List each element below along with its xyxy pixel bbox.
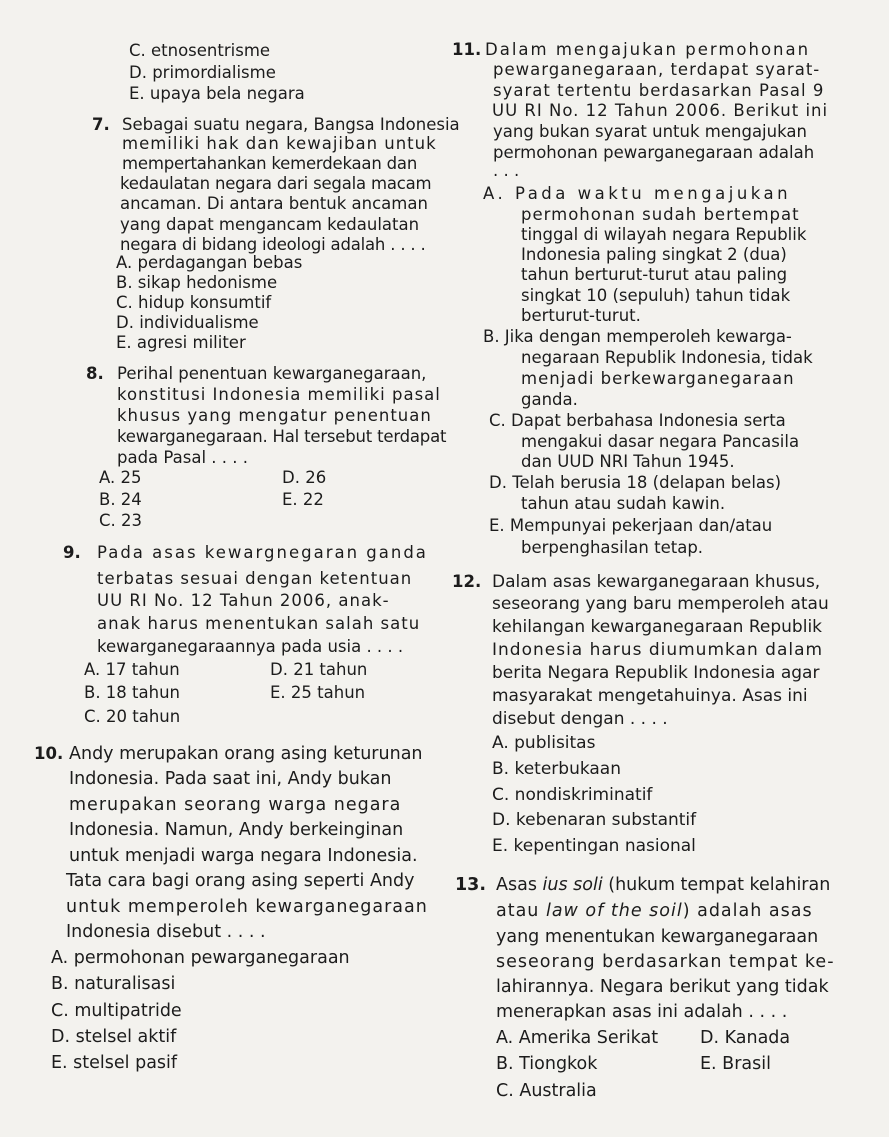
q8-text: kewarganegaraan. Hal tersebut terdapat (117, 427, 447, 446)
q10-option-e[interactable]: E. stelsel pasif (51, 1053, 178, 1073)
q10-number: 10. (34, 744, 64, 763)
q10-text: Andy merupakan orang asing keturunan (69, 744, 423, 764)
q12-text: seseorang yang baru memperoleh atau (492, 594, 829, 614)
q13-number: 13. (455, 875, 487, 895)
q11-text: yang bukan syarat untuk mengajukan (493, 122, 807, 141)
q11-option-d[interactable]: D. Telah berusia 18 (delapan belas) (489, 473, 782, 492)
q8-text: pada Pasal . . . . (117, 448, 248, 467)
q11-option-a[interactable]: A. Pada waktu mengajukan (483, 184, 792, 203)
q8-text: khusus yang mengatur penentuan (117, 406, 432, 425)
q10-text: untuk memperoleh kewarganegaraan (66, 897, 428, 917)
q12-text: Indonesia harus diumumkan dalam (492, 640, 824, 660)
q8-text: konstitusi Indonesia memiliki pasal (117, 385, 441, 404)
q8-option-e[interactable]: E. 22 (282, 490, 324, 509)
q11-option-a-text: tahun berturut-turut atau paling (521, 265, 788, 284)
q9-text: kewarganegaraannya pada usia . . . . (97, 637, 404, 656)
q10-option-b[interactable]: B. naturalisasi (51, 974, 176, 994)
q11-option-b[interactable]: B. Jika dengan memperoleh kewarga- (483, 327, 792, 346)
q11-text: UU RI No. 12 Tahun 2006. Berikut ini (492, 101, 829, 120)
q9-option-e[interactable]: E. 25 tahun (270, 683, 366, 702)
q11-text: . . . (493, 161, 520, 180)
q12-text: kehilangan kewarganegaraan Republik (492, 617, 823, 637)
q11-number: 11. (452, 40, 482, 59)
q6-option-e[interactable]: E. upaya bela negara (129, 84, 305, 103)
q8-option-b[interactable]: B. 24 (99, 490, 142, 509)
q11-option-a-text: tinggal di wilayah negara Republik (521, 225, 807, 244)
q10-text: Indonesia. Pada saat ini, Andy bukan (69, 769, 392, 789)
q13-text: seseorang berdasarkan tempat ke- (496, 952, 835, 972)
q13-text: atau law of the soil) adalah asas (496, 901, 813, 921)
q13-text: menerapkan asas ini adalah . . . . (496, 1002, 788, 1022)
q9-option-d[interactable]: D. 21 tahun (270, 660, 368, 679)
q7-text: negara di bidang ideologi adalah . . . . (120, 235, 426, 254)
q7-option-b[interactable]: B. sikap hedonisme (116, 273, 278, 292)
q9-text: UU RI No. 12 Tahun 2006, anak- (97, 591, 390, 610)
q11-text: permohonan pewarganegaraan adalah (493, 143, 815, 162)
q9-text: anak harus menentukan salah satu (97, 614, 421, 633)
q12-option-d[interactable]: D. kebenaran substantif (492, 810, 697, 830)
q11-option-c-text: mengakui dasar negara Pancasila (521, 432, 800, 451)
q9-text: Pada asas kewargnegaran ganda (97, 543, 428, 562)
q11-option-b-text: menjadi berkewarganegaraan (521, 369, 795, 388)
q7-option-e[interactable]: E. agresi militer (116, 333, 246, 352)
q11-option-b-text: ganda. (521, 390, 578, 409)
q12-text: Dalam asas kewarganegaraan khusus, (492, 572, 821, 592)
q6-option-d[interactable]: D. primordialisme (129, 63, 276, 82)
q10-text: Indonesia. Namun, Andy berkeinginan (69, 820, 404, 840)
q13-option-d[interactable]: D. Kanada (700, 1028, 791, 1048)
q13-text: lahirannya. Negara berikut yang tidak (496, 977, 829, 997)
q12-option-c[interactable]: C. nondiskriminatif (492, 785, 653, 805)
q11-text: syarat tertentu berdasarkan Pasal 9 (493, 81, 825, 100)
q8-option-a[interactable]: A. 25 (99, 468, 142, 487)
q7-text: ancaman. Di antara bentuk ancaman (120, 194, 428, 213)
q10-option-d[interactable]: D. stelsel aktif (51, 1027, 177, 1047)
q11-option-b-text: negaraan Republik Indonesia, tidak (521, 348, 813, 367)
q10-text: untuk menjadi warga negara Indonesia. (69, 846, 418, 866)
q11-option-d-text: tahun atau sudah kawin. (521, 494, 726, 513)
q11-option-e[interactable]: E. Mempunyai pekerjaan dan/atau (489, 516, 773, 535)
q6-option-c[interactable]: C. etnosentrisme (129, 41, 271, 60)
q8-number: 8. (86, 364, 104, 383)
q9-option-c[interactable]: C. 20 tahun (84, 707, 181, 726)
q8-option-c[interactable]: C. 23 (99, 511, 143, 530)
q11-option-a-text: singkat 10 (sepuluh) tahun tidak (521, 286, 791, 305)
q13-option-c[interactable]: C. Australia (496, 1081, 597, 1101)
q7-option-a[interactable]: A. perdagangan bebas (116, 253, 303, 272)
q12-option-a[interactable]: A. publisitas (492, 733, 596, 753)
q12-text: masyarakat mengetahuinya. Asas ini (492, 686, 808, 706)
q13-text: yang menentukan kewarganegaraan (496, 927, 819, 947)
q13-text: Asas ius soli (hukum tempat kelahiran (496, 875, 831, 895)
q7-number: 7. (92, 115, 110, 134)
q8-option-d[interactable]: D. 26 (282, 468, 327, 487)
q7-text: yang dapat mengancam kedaulatan (120, 215, 420, 234)
q7-option-d[interactable]: D. individualisme (116, 313, 259, 332)
q11-option-a-text: permohonan sudah bertempat (521, 205, 800, 224)
q11-option-c[interactable]: C. Dapat berbahasa Indonesia serta (489, 411, 786, 430)
q10-text: Tata cara bagi orang asing seperti Andy (66, 871, 415, 891)
q7-option-c[interactable]: C. hidup konsumtif (116, 293, 272, 312)
q11-option-a-text: Indonesia paling singkat 2 (dua) (521, 245, 787, 264)
q7-text: memiliki hak dan kewajiban untuk (122, 134, 437, 153)
q8-text: Perihal penentuan kewarganegaraan, (117, 364, 427, 383)
q12-number: 12. (452, 572, 482, 591)
q7-text: mempertahankan kemerdekaan dan (122, 154, 418, 173)
q7-text: Sebagai suatu negara, Bangsa Indonesia (122, 115, 460, 134)
q11-option-e-text: berpenghasilan tetap. (521, 538, 704, 557)
q12-text: disebut dengan . . . . (492, 709, 668, 729)
q11-option-c-text: dan UUD NRI Tahun 1945. (521, 452, 735, 471)
q12-option-b[interactable]: B. keterbukaan (492, 759, 622, 779)
q13-option-e[interactable]: E. Brasil (700, 1054, 771, 1074)
q9-number: 9. (63, 543, 81, 562)
q10-text: Indonesia disebut . . . . (66, 922, 266, 942)
q7-text: kedaulatan negara dari segala macam (120, 174, 432, 193)
q9-text: terbatas sesuai dengan ketentuan (97, 569, 413, 588)
q12-option-e[interactable]: E. kepentingan nasional (492, 836, 696, 856)
q9-option-a[interactable]: A. 17 tahun (84, 660, 180, 679)
q13-option-b[interactable]: B. Tiongkok (496, 1054, 598, 1074)
q9-option-b[interactable]: B. 18 tahun (84, 683, 181, 702)
q10-option-c[interactable]: C. multipatride (51, 1001, 182, 1021)
q10-text: merupakan seorang warga negara (69, 795, 402, 815)
q11-text: Dalam mengajukan permohonan (485, 40, 811, 59)
q11-option-a-text: berturut-turut. (521, 306, 641, 325)
q11-text: pewarganegaraan, terdapat syarat- (493, 60, 821, 79)
q12-text: berita Negara Republik Indonesia agar (492, 663, 820, 683)
q10-option-a[interactable]: A. permohonan pewarganegaraan (51, 948, 350, 968)
q13-option-a[interactable]: A. Amerika Serikat (496, 1028, 659, 1048)
